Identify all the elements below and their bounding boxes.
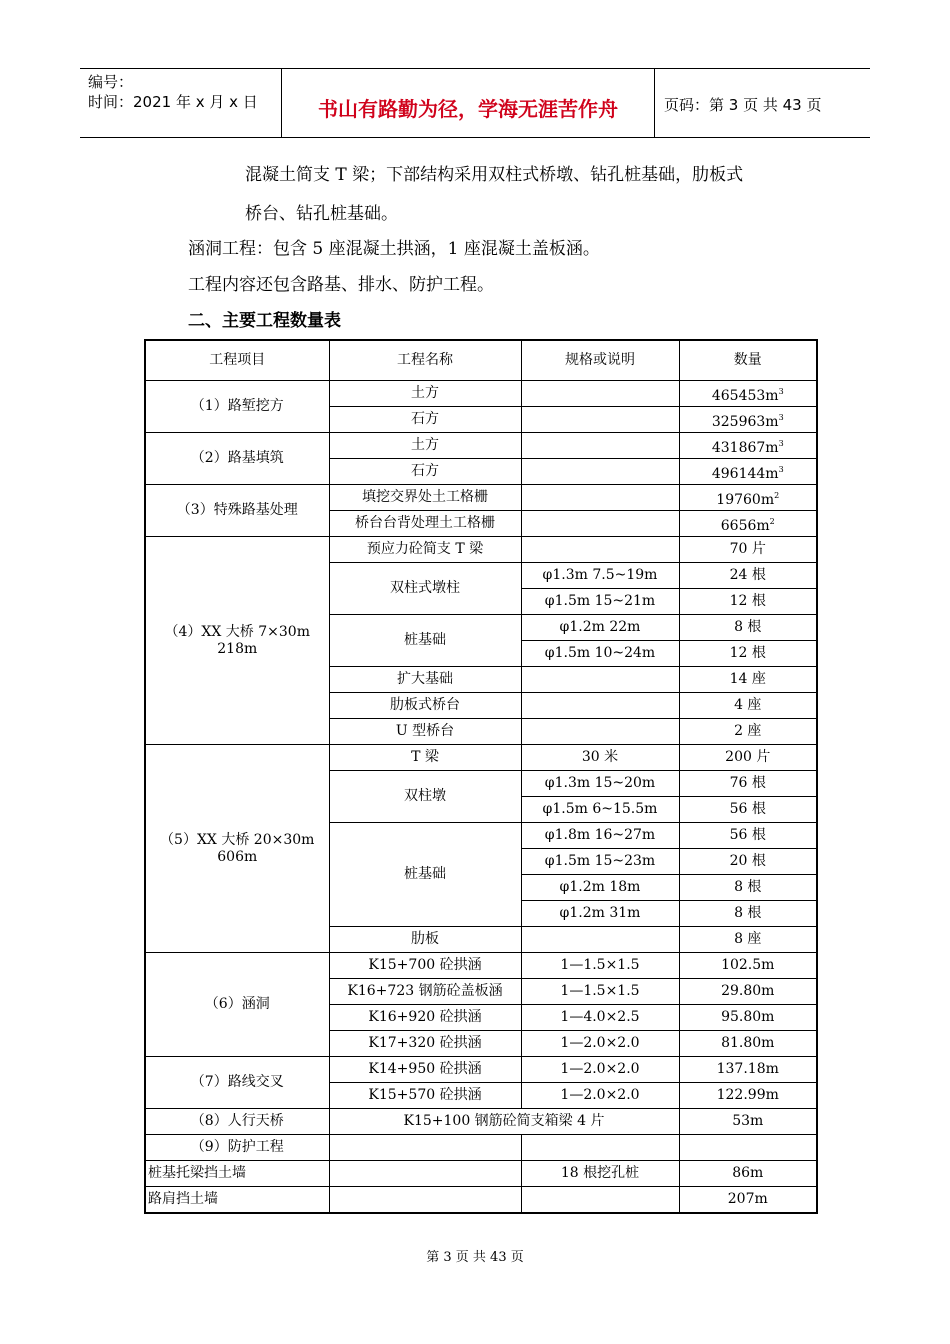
group-item: （2）路基填筑 bbox=[145, 433, 329, 485]
number-label: 编号： bbox=[88, 73, 134, 91]
item-spec: 1—4.0×2.5 bbox=[521, 1005, 679, 1031]
item-spec: 30 米 bbox=[521, 745, 679, 771]
paragraph-2: 桥台、钻孔桩基础。 bbox=[245, 204, 398, 224]
item-spec: φ1.3m 7.5~19m bbox=[521, 563, 679, 589]
qty-value: 19760m bbox=[716, 491, 775, 508]
item-spec: 1—2.0×2.0 bbox=[521, 1031, 679, 1057]
quantity-table bbox=[144, 339, 818, 1214]
item-name: K17+320 砼拱涵 bbox=[329, 1031, 521, 1057]
item-name: K16+920 砼拱涵 bbox=[329, 1005, 521, 1031]
table-row bbox=[145, 1109, 817, 1135]
item-qty: 8 根 bbox=[679, 615, 817, 641]
item-qty: 8 根 bbox=[679, 901, 817, 927]
item-spec bbox=[521, 537, 679, 563]
item-qty: 12 根 bbox=[679, 641, 817, 667]
table-row bbox=[145, 1057, 817, 1083]
item-spec: φ1.2m 18m bbox=[521, 875, 679, 901]
item-qty: 56 根 bbox=[679, 797, 817, 823]
table-row bbox=[145, 485, 817, 511]
group-item: （1）路堑挖方 bbox=[145, 381, 329, 433]
item-qty bbox=[679, 459, 817, 485]
paragraph-3: 涵洞工程：包含 5 座混凝土拱涵，1 座混凝土盖板涵。 bbox=[188, 239, 600, 259]
item-spec bbox=[521, 511, 679, 537]
table-row bbox=[145, 1135, 817, 1161]
empty-cell bbox=[679, 1135, 817, 1161]
item-qty: 24 根 bbox=[679, 563, 817, 589]
item-qty: 207m bbox=[679, 1187, 817, 1214]
item-name: 土方 bbox=[329, 433, 521, 459]
item-name: K14+950 砼拱涵 bbox=[329, 1057, 521, 1083]
empty-cell bbox=[521, 1187, 679, 1214]
item-spec: φ1.5m 15~23m bbox=[521, 849, 679, 875]
group-item: （6）涵洞 bbox=[145, 953, 329, 1057]
col-header-name: 工程名称 bbox=[329, 340, 521, 381]
item-spec: φ1.2m 22m bbox=[521, 615, 679, 641]
item-name: U 型桥台 bbox=[329, 719, 521, 745]
item-name: 石方 bbox=[329, 407, 521, 433]
item-spec: φ1.8m 16~27m bbox=[521, 823, 679, 849]
item-qty: 14 座 bbox=[679, 667, 817, 693]
header-motto-cell bbox=[282, 69, 655, 137]
group-item: （4）XX 大桥 7×30m 218m bbox=[145, 537, 329, 745]
page-label: 页码：第 3 页 共 43 页 bbox=[664, 96, 822, 114]
group-item: （5）XX 大桥 20×30m 606m bbox=[145, 745, 329, 953]
table-row bbox=[145, 745, 817, 771]
item-spec bbox=[521, 719, 679, 745]
section-title: 二、主要工程数量表 bbox=[188, 311, 341, 331]
item-qty: 200 片 bbox=[679, 745, 817, 771]
group-item: （3）特殊路基处理 bbox=[145, 485, 329, 537]
item-spec bbox=[521, 459, 679, 485]
item-name: 肋板式桥台 bbox=[329, 693, 521, 719]
table-row bbox=[145, 1161, 817, 1187]
item-qty: 137.18m bbox=[679, 1057, 817, 1083]
item-name: 桩基础 bbox=[329, 615, 521, 667]
item-spec: 18 根挖孔桩 bbox=[521, 1161, 679, 1187]
col-header-item: 工程项目 bbox=[145, 340, 329, 381]
time-label: 时间：2021 年 x 月 x 日 bbox=[88, 93, 258, 111]
item-spec bbox=[521, 693, 679, 719]
empty-cell bbox=[521, 1135, 679, 1161]
col-header-qty: 数量 bbox=[679, 340, 817, 381]
item-spec: φ1.2m 31m bbox=[521, 901, 679, 927]
item-spec: φ1.5m 6~15.5m bbox=[521, 797, 679, 823]
col-header-spec: 规格或说明 bbox=[521, 340, 679, 381]
item-qty: 81.80m bbox=[679, 1031, 817, 1057]
table-row bbox=[145, 381, 817, 407]
table-row bbox=[145, 433, 817, 459]
item-name: 土方 bbox=[329, 381, 521, 407]
table-row bbox=[145, 537, 817, 563]
header-meta bbox=[80, 69, 282, 137]
qty-value: 325963m bbox=[711, 413, 779, 430]
item-name: 肋板 bbox=[329, 927, 521, 953]
item-name: 双柱式墩柱 bbox=[329, 563, 521, 615]
unit-exponent: 2 bbox=[774, 490, 780, 500]
empty-cell bbox=[329, 1161, 521, 1187]
item-qty: 53m bbox=[679, 1109, 817, 1135]
item-qty: 76 根 bbox=[679, 771, 817, 797]
item-qty: 2 座 bbox=[679, 719, 817, 745]
empty-cell bbox=[329, 1135, 521, 1161]
group-item: （7）路线交叉 bbox=[145, 1057, 329, 1109]
table-row bbox=[145, 1187, 817, 1214]
item-qty: 20 根 bbox=[679, 849, 817, 875]
item-name: K15+700 砼拱涵 bbox=[329, 953, 521, 979]
group-item: 桩基托梁挡土墙 bbox=[145, 1161, 329, 1187]
qty-value: 465453m bbox=[711, 387, 779, 404]
item-spec bbox=[521, 927, 679, 953]
item-spec bbox=[521, 381, 679, 407]
paragraph-4: 工程内容还包含路基、排水、防护工程。 bbox=[188, 275, 494, 295]
motto: 书山有路勤为径，学海无涯苦作舟 bbox=[318, 97, 618, 121]
paragraph-1: 混凝土简支 T 梁；下部结构采用双柱式桥墩、钻孔桩基础，肋板式 bbox=[245, 165, 744, 185]
item-spec bbox=[521, 433, 679, 459]
item-qty bbox=[679, 407, 817, 433]
item-spec bbox=[521, 485, 679, 511]
item-spec: φ1.3m 15~20m bbox=[521, 771, 679, 797]
item-name: 预应力砼简支 T 梁 bbox=[329, 537, 521, 563]
item-spec: 1—1.5×1.5 bbox=[521, 979, 679, 1005]
item-description: K15+100 钢筋砼简支箱梁 4 片 bbox=[329, 1109, 679, 1135]
item-name: 桥台台背处理土工格栅 bbox=[329, 511, 521, 537]
unit-exponent: 3 bbox=[778, 438, 784, 448]
item-name: K15+570 砼拱涵 bbox=[329, 1083, 521, 1109]
item-qty: 12 根 bbox=[679, 589, 817, 615]
qty-value: 496144m bbox=[711, 465, 779, 482]
item-qty: 86m bbox=[679, 1161, 817, 1187]
item-qty bbox=[679, 511, 817, 537]
unit-exponent: 3 bbox=[778, 386, 784, 396]
item-qty: 70 片 bbox=[679, 537, 817, 563]
item-qty: 122.99m bbox=[679, 1083, 817, 1109]
item-name: 桩基础 bbox=[329, 823, 521, 927]
item-qty: 29.80m bbox=[679, 979, 817, 1005]
item-name: 双柱墩 bbox=[329, 771, 521, 823]
item-spec: 1—1.5×1.5 bbox=[521, 953, 679, 979]
qty-value: 6656m bbox=[720, 517, 770, 534]
item-name: 扩大基础 bbox=[329, 667, 521, 693]
item-spec: φ1.5m 15~21m bbox=[521, 589, 679, 615]
item-qty: 56 根 bbox=[679, 823, 817, 849]
item-qty bbox=[679, 485, 817, 511]
group-item: 路肩挡土墙 bbox=[145, 1187, 329, 1214]
item-spec bbox=[521, 667, 679, 693]
unit-exponent: 3 bbox=[778, 412, 784, 422]
table-header-row bbox=[145, 340, 817, 381]
item-qty: 8 根 bbox=[679, 875, 817, 901]
group-item: （8）人行天桥 bbox=[145, 1109, 329, 1135]
item-qty: 4 座 bbox=[679, 693, 817, 719]
item-qty: 102.5m bbox=[679, 953, 817, 979]
item-qty: 8 座 bbox=[679, 927, 817, 953]
item-name: 石方 bbox=[329, 459, 521, 485]
unit-exponent: 2 bbox=[769, 516, 775, 526]
page-footer: 第 3 页 共 43 页 bbox=[426, 1250, 524, 1265]
item-name: K16+723 钢筋砼盖板涵 bbox=[329, 979, 521, 1005]
item-qty bbox=[679, 381, 817, 407]
item-spec bbox=[521, 407, 679, 433]
item-name: T 梁 bbox=[329, 745, 521, 771]
table-row bbox=[145, 953, 817, 979]
item-qty bbox=[679, 433, 817, 459]
unit-exponent: 3 bbox=[778, 464, 784, 474]
item-qty: 95.80m bbox=[679, 1005, 817, 1031]
qty-value: 431867m bbox=[711, 439, 779, 456]
item-spec: 1—2.0×2.0 bbox=[521, 1083, 679, 1109]
item-spec: 1—2.0×2.0 bbox=[521, 1057, 679, 1083]
header-page-cell bbox=[655, 69, 870, 137]
group-item: （9）防护工程 bbox=[145, 1135, 329, 1161]
page-header bbox=[80, 68, 870, 138]
empty-cell bbox=[329, 1187, 521, 1214]
item-name: 填挖交界处土工格栅 bbox=[329, 485, 521, 511]
item-spec: φ1.5m 10~24m bbox=[521, 641, 679, 667]
